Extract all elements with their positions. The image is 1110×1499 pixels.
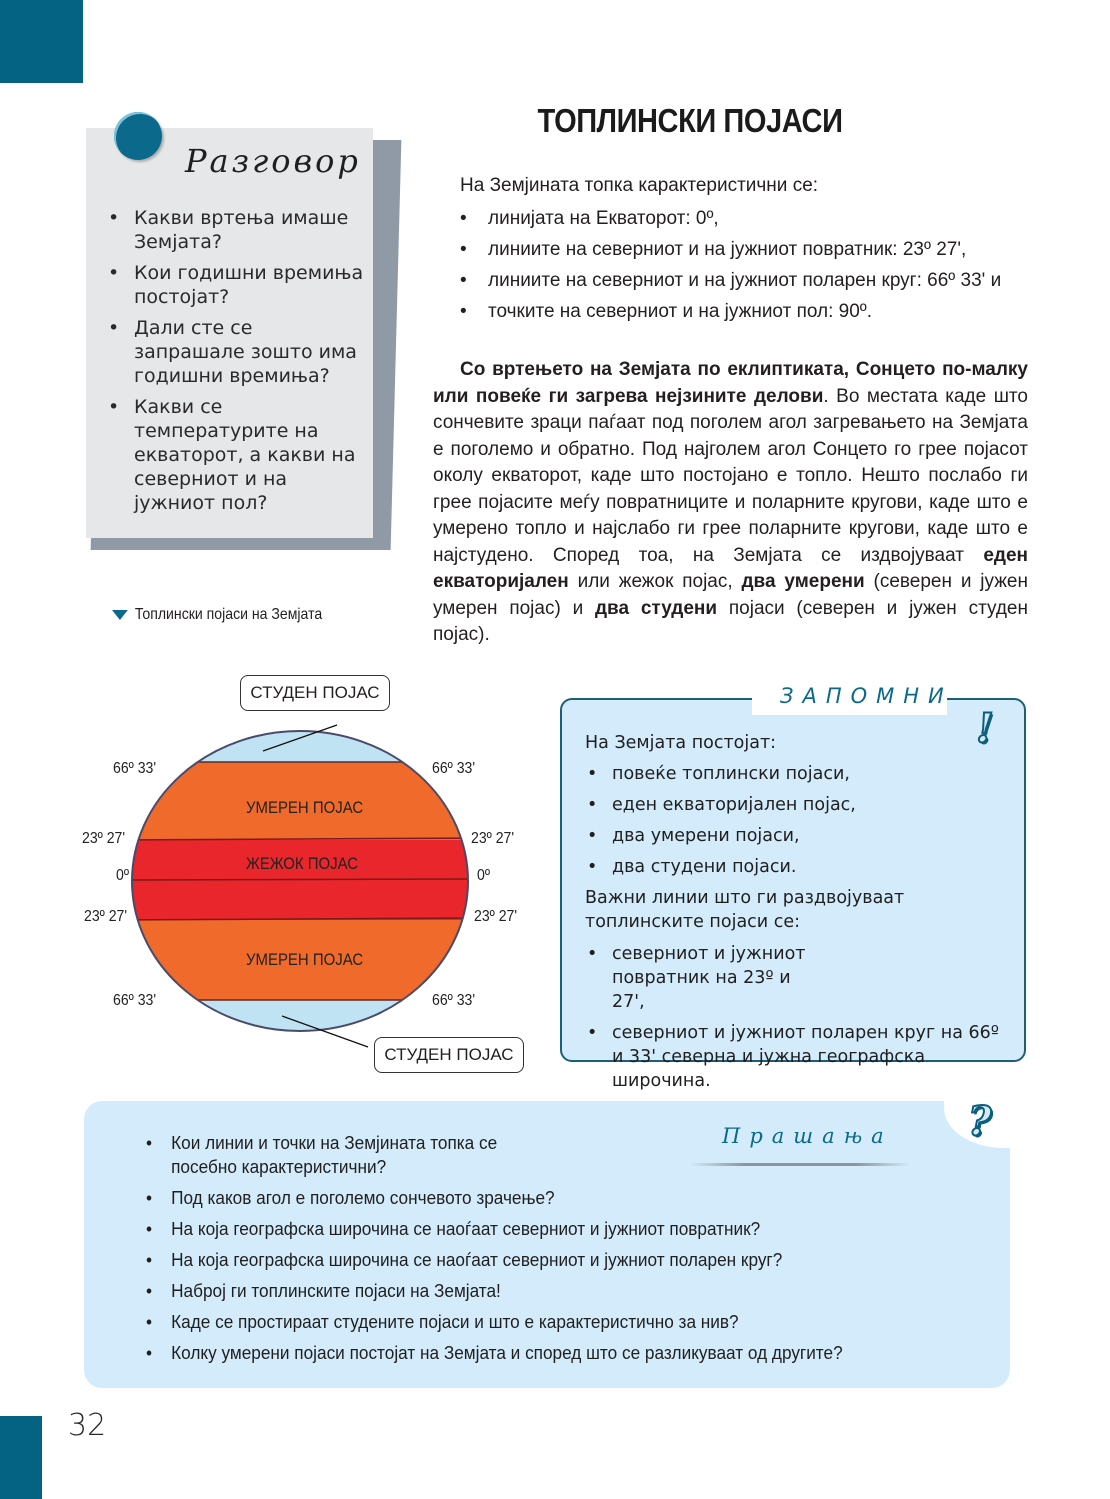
latitude-tropic-north-left: 23º 27' <box>82 830 126 847</box>
question-item: • На која географска широчина се наоѓаат северниот и јужниот повратник? <box>146 1217 890 1241</box>
remember-line-item: • северниот и јужниот поларен круг на 66º и 33' северна и јужна географска широчина. <box>585 1021 1015 1093</box>
caption-text: Топлински појаси на Земјата <box>134 606 323 623</box>
pin-icon <box>114 112 162 160</box>
page-number: 32 <box>68 1408 107 1443</box>
question-item: • Колку умерени појаси постојат на Земјата и според што се разликуваат од другите? <box>146 1341 890 1365</box>
latitude-antarctic-right: 66º 33' <box>432 992 476 1009</box>
question-item: • На која географска широчина се наоѓаат северниот и јужниот поларен круг? <box>146 1248 890 1272</box>
question-item: • Наброј ги топлинските појаси на Земјата! <box>146 1279 890 1303</box>
cold-zone-south <box>120 1000 480 1040</box>
text-span: појаси (северен и јужен студен појас). <box>433 597 1028 645</box>
discussion-item: • Какви вртења имаше Земјата? <box>104 206 364 254</box>
exclamation-icon: ! <box>976 705 994 752</box>
remember-lines-intro: Важни линии што ги раздвојуваат топлинските појаси се: <box>585 888 905 932</box>
corner-bar-bottom <box>0 1416 42 1499</box>
question-icon: ? <box>968 1098 992 1145</box>
questions-list <box>146 1131 946 1372</box>
remember-intro: На Земјата постојат: <box>585 733 777 753</box>
text-span: . Во местата каде што сончевите зраци паѓаат под поголем агол загревањето на Земјата е поголемо и обратно. Под најголем агол Сонцето го грее појасот околу екваторот, каде што постојано е топло. Нешто послабо ги грее појасите меѓу повратниците и поларните кругови, каде што е умерено топло и најслабо ги грее поларните кругови, каде што е најстудено. Според тоа, на Земјата се издвојуваат <box>433 385 1028 566</box>
remember-item: • два умерени појаси, <box>585 824 1015 848</box>
page-title: ТОПЛИНСКИ ПОЈАСИ <box>537 102 843 139</box>
temperate-zone-south-label: УМЕРЕН ПОЈАС <box>246 950 364 969</box>
cold-zone-south-label: СТУДЕН ПОЈАС <box>374 1037 524 1073</box>
questions-title: Прашања <box>722 1124 893 1148</box>
latitude-equator-left: 0º <box>116 867 129 884</box>
temperate-zone-north-label: УМЕРЕН ПОЈАС <box>246 798 364 817</box>
remember-item: • два студени појаси. <box>585 855 1015 879</box>
latitude-tropic-north-right: 23º 27' <box>471 830 515 847</box>
cold-zone-north <box>120 720 480 762</box>
latitude-tropic-south-right: 23º 27' <box>474 908 518 925</box>
bold-phrase: два умерени <box>741 571 865 592</box>
bold-phrase: еден екваторијален <box>433 544 1028 592</box>
discussion-title: Разговор <box>185 142 361 180</box>
question-item: • Кои линии и точки на Земјината топка се посебно карактеристични? <box>146 1131 534 1179</box>
text-span: или жежок појас, <box>568 571 742 592</box>
bold-phrase: два студени <box>595 597 718 619</box>
body-paragraph <box>433 357 1028 649</box>
latitude-antarctic-left: 66º 33' <box>113 992 157 1009</box>
list-item: • линиите на северниот и на јужниот поларен круг: 66º 33' и <box>460 268 1030 294</box>
text-span: (северен и јужен умерен појас) и <box>433 571 1028 619</box>
list-item: • линиите на северниот и на јужниот повратник: 23º 27', <box>460 237 1030 263</box>
characteristics-list <box>460 206 1030 330</box>
question-item: • Каде се простираат студените појаси и што е карактеристично за нив? <box>146 1310 890 1334</box>
remember-item: • еден екваторијален појас, <box>585 793 1015 817</box>
discussion-item: • Дали сте се запрашале зошто има годишни времиња? <box>104 316 364 388</box>
latitude-tropic-south-left: 23º 27' <box>84 908 128 925</box>
list-item: • линијата на Екваторот: 0º, <box>460 206 1030 232</box>
discussion-item: • Кои годишни времиња постојат? <box>104 261 364 309</box>
figure-caption <box>112 606 322 624</box>
bold-phrase: Со вртењето на Земјата по еклиптиката, Сонцето по-малку или повеќе ги загрева нејзините делови <box>433 359 1028 407</box>
remember-lines-list <box>585 942 1015 1100</box>
remember-list <box>585 762 1015 886</box>
latitude-arctic-left: 66º 33' <box>113 760 157 777</box>
discussion-item: • Какви се температурите на екваторот, а какви на северниот и на јужниот пол? <box>104 395 364 515</box>
list-item: • точките на северниот и на јужниот пол: 90º. <box>460 299 1030 325</box>
corner-bar-top <box>0 0 83 83</box>
remember-line-item: • северниот и јужниот повратник на 23º и 27', <box>585 942 822 1014</box>
hot-zone-label: ЖЕЖОК ПОЈАС <box>246 854 359 873</box>
latitude-equator-right: 0º <box>477 867 490 884</box>
latitude-arctic-right: 66º 33' <box>432 760 476 777</box>
question-item: • Под каков агол е поголемо сончевото зрачење? <box>146 1186 890 1210</box>
triangle-down-icon <box>112 610 128 620</box>
remember-title: ЗАПОМНИ <box>780 684 953 708</box>
discussion-list <box>104 206 364 522</box>
intro-text: На Земјината топка карактеристични се: <box>460 175 819 196</box>
cold-zone-north-label: СТУДЕН ПОЈАС <box>240 675 390 711</box>
remember-item: • повеќе топлински појаси, <box>585 762 1015 786</box>
